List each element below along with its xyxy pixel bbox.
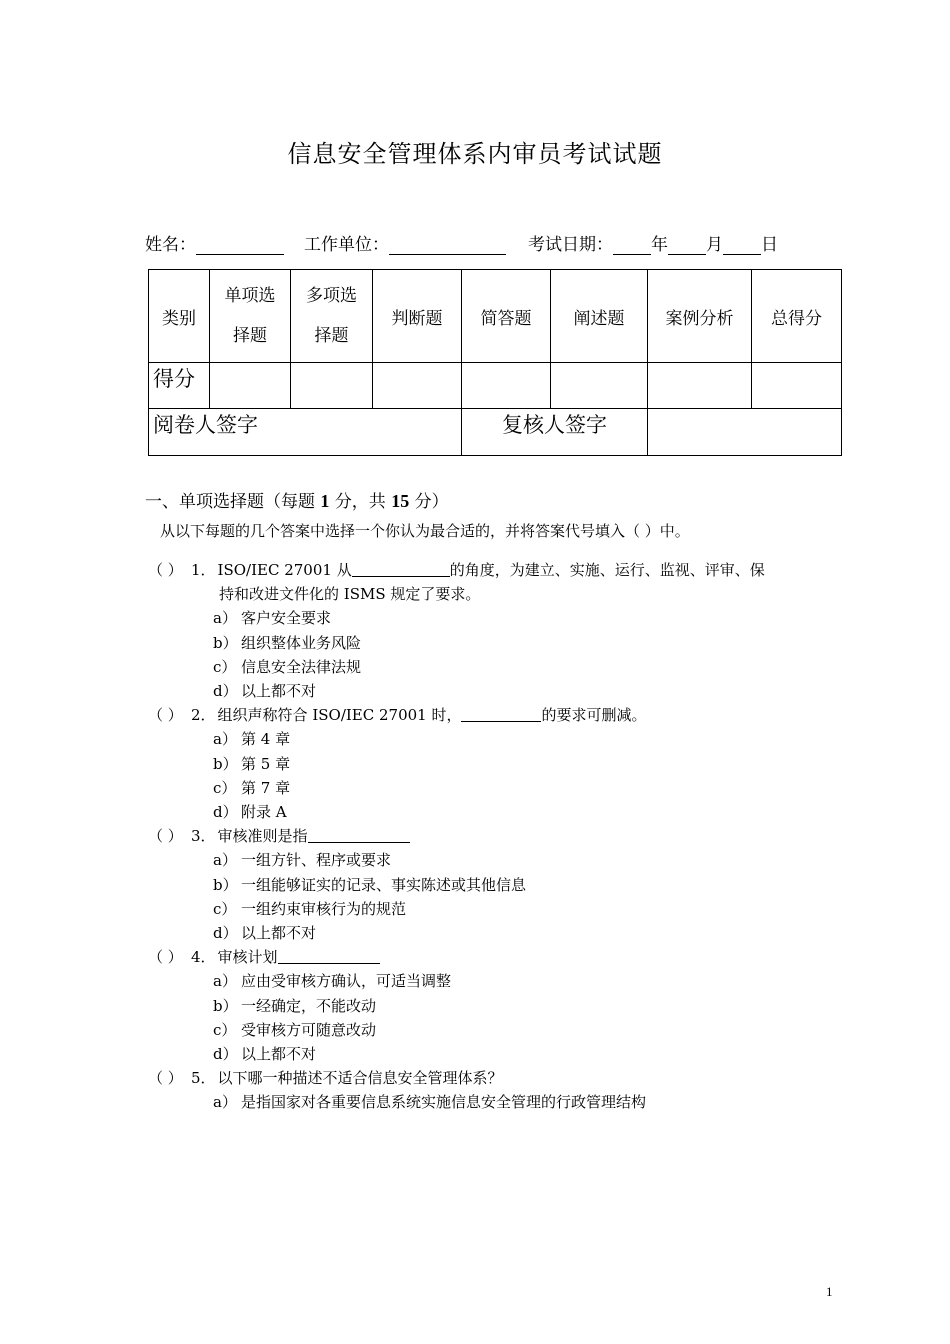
header-category: 类别 [149,270,210,363]
question-text: 以下哪一种描述不适合信息安全管理体系？ [217,1069,503,1088]
fill-blank[interactable] [308,827,410,843]
option-b[interactable]: b） 第 5 章 [213,754,291,773]
option-c[interactable]: c） 第 7 章 [213,778,291,797]
answer-bracket[interactable]: （ ） [148,948,183,967]
option-d[interactable]: d） 以上都不对 [213,924,317,943]
score-cell[interactable] [648,363,752,409]
score-cell[interactable] [291,363,373,409]
option-c[interactable]: c） 受审核方可随意改动 [213,1020,377,1039]
score-table-header-row [149,270,842,363]
page-number: 1 [826,1284,833,1299]
header-total-score: 总得分 [752,270,842,363]
question-text: 审核准则是指 [217,827,308,846]
page-title: 信息安全管理体系内审员考试试题 [287,140,663,168]
question-text: 的角度，为建立、实施、运行、监视、评审、保 [449,561,765,579]
header-essay: 阐述题 [551,270,648,363]
name-blank[interactable] [196,237,284,255]
question-number: 3． [191,827,216,846]
question-text: ISO/IEC 27001 从 [217,561,352,579]
day-blank[interactable] [723,237,761,255]
date-label: 考试日期： [528,235,613,255]
year-blank[interactable] [613,237,651,255]
option-a[interactable]: a） 第 4 章 [213,730,291,749]
candidate-info-line [145,230,835,255]
option-a[interactable]: a） 客户安全要求 [213,609,332,628]
option-a[interactable]: a） 是指国家对各重要信息系统实施信息安全管理的行政管理结构 [213,1093,647,1112]
unit-blank[interactable] [389,237,506,255]
option-c[interactable]: c） 一组约束审核行为的规范 [213,899,407,918]
answer-bracket[interactable]: （ ） [148,561,183,579]
score-cell[interactable] [462,363,551,409]
answer-bracket[interactable]: （ ） [148,1069,183,1088]
header-multiple-choice: 多项选 择题 [291,270,373,363]
option-c[interactable]: c） 信息安全法律法规 [213,657,362,676]
option-d[interactable]: d） 附录 A [213,803,287,822]
fill-blank[interactable] [278,948,380,964]
section-heading: 一、单项选择题（每题 1 分，共 15 分） [145,491,449,512]
question-text: 的要求可删减。 [541,706,647,725]
option-a[interactable]: a） 应由受审核方确认，可适当调整 [213,972,452,991]
question-number: 5． [191,1069,216,1088]
answer-bracket[interactable]: （ ） [148,706,183,725]
unit-label: 工作单位： [304,235,389,255]
reviewer-signature-label: 复核人签字 [462,409,648,456]
option-a[interactable]: a） 一组方针、程序或要求 [213,851,392,870]
question-5 [148,1066,838,1090]
section-instruction: 从以下每题的几个答案中选择一个你认为最合适的，并将答案代号填入（ ）中。 [160,522,690,540]
question-list [148,558,838,1115]
score-cell[interactable] [752,363,842,409]
fill-blank[interactable] [461,706,541,722]
option-b[interactable]: b） 一经确定，不能改动 [213,996,377,1015]
month-label: 月 [706,235,723,255]
question-number: 2． [191,706,216,725]
option-b[interactable]: b） 组织整体业务风险 [213,633,362,652]
option-d[interactable]: d） 以上都不对 [213,1045,317,1064]
question-number: 4． [191,948,216,967]
question-number: 1． [191,561,216,579]
question-2 [148,703,838,727]
question-text: 审核计划 [217,948,278,967]
header-case-analysis: 案例分析 [648,270,752,363]
day-label: 日 [761,235,778,255]
score-cell[interactable] [373,363,462,409]
grader-signature-field[interactable] [291,409,462,456]
name-label: 姓名： [145,235,196,255]
reviewer-signature-field[interactable] [648,409,842,456]
header-short-answer: 简答题 [462,270,551,363]
score-table [148,269,842,456]
question-1 [148,558,838,606]
answer-bracket[interactable]: （ ） [148,827,183,846]
header-true-false: 判断题 [373,270,462,363]
score-cell[interactable] [210,363,291,409]
score-row [149,363,842,409]
option-b[interactable]: b） 一组能够证实的记录、事实陈述或其他信息 [213,875,527,894]
option-d[interactable]: d） 以上都不对 [213,682,317,701]
header-single-choice: 单项选 择题 [210,270,291,363]
question-text: 组织声称符合 ISO/IEC 27001 时， [217,706,462,725]
year-label: 年 [651,235,668,255]
month-blank[interactable] [668,237,706,255]
grader-signature-label: 阅卷人签字 [149,409,291,456]
question-text-continued: 持和改进文件化的 ISMS 规定了要求。 [219,585,481,604]
fill-blank[interactable] [352,561,450,577]
signature-row [149,409,842,456]
score-label: 得分 [149,363,210,409]
question-3 [148,824,838,848]
question-4 [148,945,838,969]
score-cell[interactable] [551,363,648,409]
